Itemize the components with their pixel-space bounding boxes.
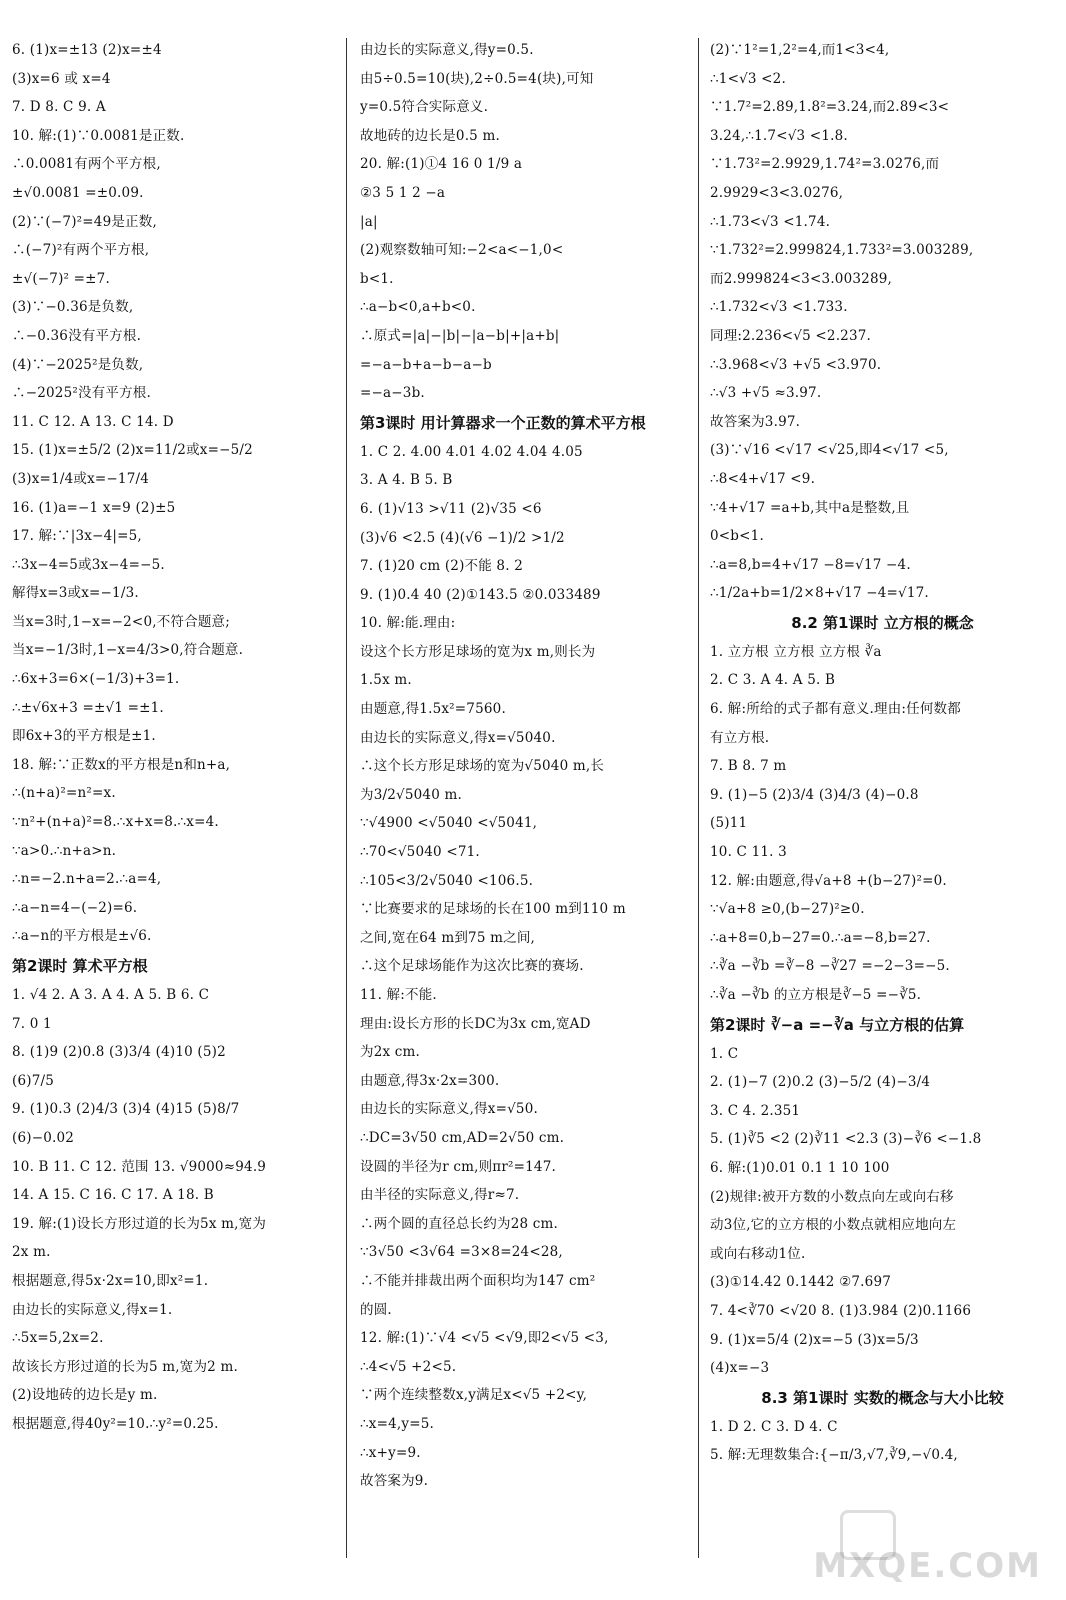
- answer-line: 11. C 12. A 13. C 14. D: [12, 413, 174, 430]
- answer-line: ∵1.732²=2.999824,1.733²=3.003289,: [710, 242, 974, 259]
- section-heading: 第2课时 算术平方根: [12, 957, 148, 975]
- answer-line: 理由:设长方形的长DC为3x cm,宽AD: [360, 1015, 591, 1032]
- answer-line: 故答案为9.: [360, 1473, 429, 1490]
- answer-line: 设圆的半径为r cm,则πr²=147.: [360, 1158, 557, 1175]
- answer-line: 1. C: [710, 1045, 739, 1062]
- answer-line: 7. 0 1: [12, 1015, 52, 1032]
- answer-line: 1. √4 2. A 3. A 4. A 5. B 6. C: [12, 987, 210, 1003]
- answer-line: ∴x+y=9.: [360, 1444, 421, 1461]
- answer-line: ∴5x=5,2x=2.: [12, 1330, 104, 1347]
- answer-line: ∴a−n的平方根是±√6.: [12, 928, 152, 945]
- watermark: MXQE.COM: [813, 1546, 1042, 1586]
- answer-line: 1.5x m.: [360, 672, 412, 689]
- answer-line: 之间,宽在64 m到75 m之间,: [360, 929, 536, 946]
- answer-line: ∵1.73²=2.9929,1.74²=3.0276,而: [710, 156, 940, 173]
- answer-line: ∴3x−4=5或3x−4=−5.: [12, 556, 165, 573]
- answer-line: 1. C 2. 4.00 4.01 4.02 4.04 4.05: [360, 443, 583, 460]
- answer-line: (6)7/5: [12, 1072, 55, 1089]
- answer-line: ∵a>0.∴n+a>n.: [12, 842, 117, 859]
- answer-line: 2.9929<3<3.0276,: [710, 184, 844, 201]
- answer-line: ∵两个连续整数x,y满足x<√5 +2<y,: [360, 1387, 588, 1404]
- answer-line: ∴a−b<0,a+b<0.: [360, 299, 476, 316]
- answer-line: 当x=3时,1−x=−2<0,不符合题意;: [12, 613, 230, 630]
- answer-line: ∴√3 +√5 ≈3.97.: [710, 385, 822, 402]
- column-middle: [360, 36, 690, 1496]
- answer-line: b<1.: [360, 270, 394, 287]
- answer-line: ∴两个圆的直径总长约为28 cm.: [360, 1215, 559, 1232]
- answer-line: ∴DC=3√50 cm,AD=2√50 cm.: [360, 1129, 565, 1146]
- answer-line: ∴0.0081有两个平方根,: [12, 156, 161, 173]
- answer-line: ∴−0.36没有平方根.: [12, 327, 142, 344]
- answer-line: 6. (1)x=±13 (2)x=±4: [12, 42, 162, 58]
- answer-line: (3)∵−0.36是负数,: [12, 299, 134, 316]
- answer-line: (5)11: [710, 815, 748, 832]
- answer-line: 而2.999824<3<3.003289,: [710, 270, 893, 287]
- answer-line: 12. 解:(1)∵√4 <√5 <√9,即2<√5 <3,: [360, 1330, 609, 1347]
- section-heading: 第2课时 ∛−a =−∛a 与立方根的估算: [710, 1015, 965, 1034]
- answer-line: 16. (1)a=−1 x=9 (2)±5: [12, 499, 176, 516]
- answer-line: 12. 解:由题意,得√a+8 +(b−27)²=0.: [710, 872, 947, 889]
- answer-line: ∴这个足球场能作为这次比赛的赛场.: [360, 958, 584, 975]
- answer-line: ∴(n+a)²=n²=x.: [12, 785, 116, 802]
- answer-line: ∴1.732<√3 <1.733.: [710, 299, 848, 316]
- answer-line: 10. 解:能.理由:: [360, 615, 456, 632]
- answer-line: 10. B 11. C 12. 范围 13. √9000≈94.9: [12, 1158, 267, 1175]
- answer-line: 18. 解:∵正数x的平方根是n和n+a,: [12, 756, 231, 773]
- answer-line: 为3/2√5040 m.: [360, 786, 462, 803]
- answer-line: 3. A 4. B 5. B: [360, 472, 453, 489]
- answer-line: ∴8<4+√17 <9.: [710, 470, 816, 487]
- answer-line: 1. 立方根 立方根 立方根 ∛a: [710, 643, 882, 660]
- answer-line: (3)√6 <2.5 (4)(√6 −1)/2 >1/2: [360, 529, 565, 546]
- answer-line: 的圆.: [360, 1301, 392, 1318]
- answer-line: ∴70<√5040 <71.: [360, 844, 480, 861]
- answer-line: 2. C 3. A 4. A 5. B: [710, 672, 836, 689]
- answer-line: 0<b<1.: [710, 528, 764, 545]
- answer-line: 7. (1)20 cm (2)不能 8. 2: [360, 558, 523, 575]
- answer-line: =−a−b+a−b−a−b: [360, 356, 492, 373]
- answer-line: ∴∛a −∛b =∛−8 −∛27 =−2−3=−5.: [710, 958, 950, 975]
- answer-line: ∴∛a −∛b 的立方根是∛−5 =−∛5.: [710, 987, 922, 1003]
- column-left: [12, 36, 332, 1439]
- answer-line: 7. D 8. C 9. A: [12, 99, 106, 116]
- answer-line: 9. (1)0.4 40 (2)①143.5 ②0.033489: [360, 586, 601, 603]
- answer-line: ∵√4900 <√5040 <√5041,: [360, 815, 538, 832]
- answer-line: (2)设地砖的边长是y m.: [12, 1387, 158, 1404]
- answer-line: (2)观察数轴可知:−2<a<−1,0<: [360, 242, 564, 259]
- answer-line: 故地砖的边长是0.5 m.: [360, 127, 500, 144]
- answer-line: ∴原式=|a|−|b|−|a−b|+|a+b|: [360, 327, 560, 344]
- answer-line: 由边长的实际意义,得x=√5040.: [360, 729, 556, 746]
- answer-line: ∴105<3/2√5040 <106.5.: [360, 872, 534, 889]
- answer-line: 6. 解:(1)0.01 0.1 1 10 100: [710, 1159, 890, 1176]
- answer-line: ∴−2025²没有平方根.: [12, 385, 151, 402]
- answer-line: ∴n=−2.n+a=2.∴a=4,: [12, 871, 162, 888]
- answer-line: (3)x=6 或 x=4: [12, 70, 111, 87]
- answer-line: ②3 5 1 2 −a: [360, 184, 446, 201]
- answer-line: ±√(−7)² =±7.: [12, 270, 110, 287]
- answer-line: 由边长的实际意义,得x=√50.: [360, 1101, 538, 1118]
- answer-line: ∴a=8,b=4+√17 −8=√17 −4.: [710, 556, 911, 573]
- answer-line: 8. (1)9 (2)0.8 (3)3/4 (4)10 (5)2: [12, 1044, 226, 1061]
- answer-line: 由题意,得3x·2x=300.: [360, 1072, 500, 1089]
- answer-line: 7. B 8. 7 m: [710, 758, 787, 775]
- answer-line: (3)∵√16 <√17 <√25,即4<√17 <5,: [710, 442, 949, 459]
- answer-line: (6)−0.02: [12, 1129, 75, 1146]
- answer-line: ∴4<√5 +2<5.: [360, 1358, 457, 1375]
- answer-line: 由边长的实际意义,得y=0.5.: [360, 42, 534, 58]
- answer-line: y=0.5符合实际意义.: [360, 99, 489, 116]
- answer-line: ∴不能并排裁出两个面积均为147 cm²: [360, 1272, 596, 1289]
- answer-line: ∴1.73<√3 <1.74.: [710, 213, 831, 230]
- answer-line: ∵1.7²=2.89,1.8²=3.24,而2.89<3<: [710, 99, 950, 116]
- answer-line: 5. 解:无理数集合:{−π/3,√7,∛9,−√0.4,: [710, 1447, 958, 1464]
- answer-line: 即6x+3的平方根是±1.: [12, 728, 156, 745]
- answer-line: ∴1<√3 <2.: [710, 70, 786, 87]
- answer-line: 故该长方形过道的长为5 m,宽为2 m.: [12, 1358, 238, 1375]
- section-heading: 8.2 第1课时 立方根的概念: [791, 613, 974, 632]
- answer-line: (2)规律:被开方数的小数点向左或向右移: [710, 1188, 954, 1205]
- answer-line: ∴1/2a+b=1/2×8+√17 −4=√17.: [710, 585, 929, 602]
- answer-line: (3)①14.42 0.1442 ②7.697: [710, 1274, 892, 1291]
- answer-line: 3.24,∴1.7<√3 <1.8.: [710, 127, 848, 144]
- answer-line: (3)x=1/4或x=−17/4: [12, 470, 150, 487]
- answer-line: 故答案为3.97.: [710, 413, 801, 430]
- answer-line: 或向右移动1位.: [710, 1245, 806, 1262]
- answer-line: 由5÷0.5=10(块),2÷0.5=4(块),可知: [360, 70, 594, 87]
- answer-line: 7. 4<∛70 <√20 8. (1)3.984 (2)0.1166: [710, 1302, 972, 1319]
- answer-line: 3. C 4. 2.351: [710, 1102, 801, 1119]
- answer-line: 由边长的实际意义,得x=1.: [12, 1301, 173, 1318]
- answer-line: 当x=−1/3时,1−x=4/3>0,符合题意.: [12, 642, 244, 659]
- answer-line: 14. A 15. C 16. C 17. A 18. B: [12, 1187, 214, 1204]
- answer-line: ∴a−n=4−(−2)=6.: [12, 899, 138, 916]
- answer-line: 2x m.: [12, 1244, 51, 1261]
- answer-line: 6. (1)√13 >√11 (2)√35 <6: [360, 500, 542, 517]
- answer-line: ∴±√6x+3 =±√1 =±1.: [12, 699, 164, 716]
- answer-line: ∵n²+(n+a)²=8.∴x+x=8.∴x=4.: [12, 814, 219, 831]
- answer-line: (2)∵(−7)²=49是正数,: [12, 213, 157, 230]
- answer-line: 10. 解:(1)∵0.0081是正数.: [12, 127, 185, 144]
- answer-line: ∵比赛要求的足球场的长在100 m到110 m: [360, 901, 626, 918]
- answer-line: 15. (1)x=±5/2 (2)x=11/2或x=−5/2: [12, 442, 253, 459]
- answer-line: 设这个长方形足球场的宽为x m,则长为: [360, 643, 596, 660]
- section-heading: 第3课时 用计算器求一个正数的算术平方根: [360, 413, 646, 432]
- answer-line: 根据题意,得5x·2x=10,即x²=1.: [12, 1272, 209, 1289]
- answer-line: ∴a+8=0,b−27=0.∴a=−8,b=27.: [710, 929, 931, 946]
- column-divider-right: [698, 38, 699, 1558]
- answer-line: 9. (1)x=5/4 (2)x=−5 (3)x=5/3: [710, 1331, 919, 1348]
- answer-line: 为2x cm.: [360, 1044, 421, 1061]
- answer-line: (4)x=−3: [710, 1360, 770, 1377]
- answer-line: (4)∵−2025²是负数,: [12, 356, 144, 373]
- answer-line: ∴这个长方形足球场的宽为√5040 m,长: [360, 758, 605, 775]
- column-right: [710, 36, 1055, 1470]
- answer-line: 11. 解:不能.: [360, 987, 437, 1003]
- answer-line: ∴6x+3=6×(−1/3)+3=1.: [12, 671, 180, 688]
- answer-line: 解得x=3或x=−1/3.: [12, 585, 139, 602]
- answer-line: 20. 解:(1)①4 16 0 1/9 a: [360, 156, 523, 173]
- answer-line: ±√0.0081 =±0.09.: [12, 184, 144, 201]
- answer-line: 由题意,得1.5x²=7560.: [360, 701, 506, 718]
- answer-line: 17. 解:∵|3x−4|=5,: [12, 528, 142, 545]
- answer-line: 1. D 2. C 3. D 4. C: [710, 1418, 838, 1435]
- answer-line: 9. (1)0.3 (2)4/3 (3)4 (4)15 (5)8/7: [12, 1101, 240, 1118]
- answer-line: 有立方根.: [710, 729, 770, 746]
- answer-line: ∴x=4,y=5.: [360, 1415, 435, 1432]
- answer-line: ∵4+√17 =a+b,其中a是整数,且: [710, 499, 910, 516]
- answer-line: ∴3.968<√3 +√5 <3.970.: [710, 356, 882, 373]
- answer-line: ∴(−7)²有两个平方根,: [12, 242, 150, 259]
- answer-line: 由半径的实际意义,得r≈7.: [360, 1187, 520, 1204]
- answer-line: 6. 解:所给的式子都有意义.理由:任何数都: [710, 701, 961, 718]
- answer-line: ∵3√50 <3√64 =3×8=24<28,: [360, 1244, 563, 1261]
- answer-line: ∵√a+8 ≥0,(b−27)²≥0.: [710, 901, 865, 918]
- column-divider-left: [346, 38, 347, 1558]
- answer-line: 5. (1)∛5 <2 (2)∛11 <2.3 (3)−∛6 <−1.8: [710, 1131, 982, 1148]
- answer-line: |a|: [360, 213, 378, 230]
- answer-line: 根据题意,得40y²=10.∴y²=0.25.: [12, 1415, 219, 1432]
- answer-line: 9. (1)−5 (2)3/4 (3)4/3 (4)−0.8: [710, 786, 919, 803]
- answer-line: 动3位,它的立方根的小数点就相应地向左: [710, 1217, 957, 1234]
- answer-line: (2)∵1²=1,2²=4,而1<3<4,: [710, 42, 890, 58]
- answer-line: 2. (1)−7 (2)0.2 (3)−5/2 (4)−3/4: [710, 1074, 931, 1091]
- answer-line: 同理:2.236<√5 <2.237.: [710, 327, 872, 344]
- answer-line: 19. 解:(1)设长方形过道的长为5x m,宽为: [12, 1215, 267, 1232]
- answer-line: =−a−3b.: [360, 385, 425, 402]
- answer-line: 10. C 11. 3: [710, 844, 787, 861]
- section-heading: 8.3 第1课时 实数的概念与大小比较: [761, 1388, 1004, 1407]
